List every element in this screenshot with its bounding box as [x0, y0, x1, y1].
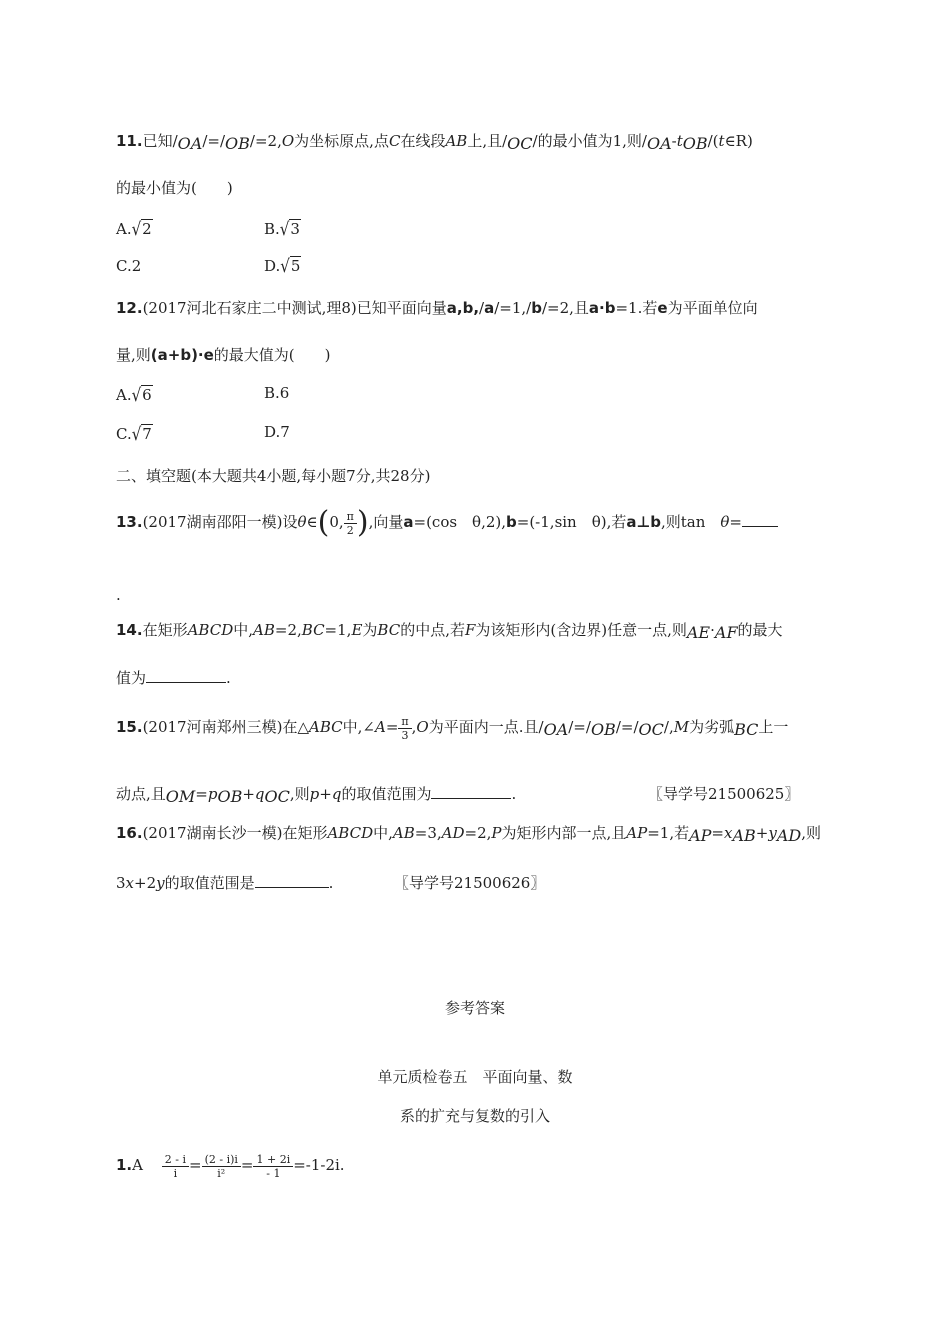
variable: AB	[445, 132, 468, 150]
text: 为该矩形内(含边界)任意一点,则	[475, 621, 687, 639]
question-number: 14.	[116, 621, 143, 639]
text: 值为	[116, 669, 147, 687]
text: 的取值范围是	[164, 874, 255, 892]
variable: AB	[253, 621, 275, 639]
question-12-line-1	[116, 298, 758, 318]
text: 在矩形	[142, 621, 188, 639]
option-a	[116, 219, 153, 239]
option-label: C.	[116, 425, 132, 443]
text: ,向量	[368, 513, 404, 531]
vector-oc: OC	[638, 720, 664, 739]
option-d	[264, 256, 301, 276]
answers-title: 参考答案	[444, 999, 505, 1017]
text: +2	[134, 874, 157, 892]
fraction	[253, 1153, 293, 1180]
question-11-line-1: 11.已知/OA/=/OB/=2,O为坐标原点,点C在线段AB上,且/OC/的最小值为1,则/OA-tOB/(t∈R)	[116, 132, 753, 153]
text: 中,∠	[342, 718, 375, 736]
text: /=2,且	[541, 299, 589, 317]
vector-ob: OB	[217, 787, 243, 806]
variable: BC	[301, 621, 325, 639]
variable: A	[374, 718, 386, 736]
text: 3	[116, 874, 126, 892]
option-d: D.7	[264, 423, 290, 441]
option-label: A.	[116, 220, 132, 238]
text: =-1-2i.	[293, 1156, 345, 1174]
vector-symbol: b	[506, 513, 517, 531]
variable: θ	[720, 513, 730, 531]
text: ∈R)	[724, 132, 753, 150]
sqrt-expression: √6	[131, 384, 152, 406]
text: 中,	[233, 621, 254, 639]
radicand: 3	[290, 220, 300, 238]
radicand: 7	[142, 425, 152, 443]
text: (	[712, 132, 719, 150]
text: ,则	[801, 824, 822, 842]
text: =2,	[254, 132, 282, 150]
variable: t	[718, 132, 725, 150]
option-c	[116, 424, 153, 444]
text: 上,且	[467, 132, 503, 150]
text: 的最大值为( )	[213, 346, 331, 364]
vector-oa: OA	[177, 134, 203, 153]
expression: p+q	[309, 785, 342, 803]
denominator: - 1	[266, 1166, 281, 1180]
vector-symbol: e	[657, 299, 668, 317]
answer-blank	[742, 512, 778, 527]
variable: x	[724, 824, 733, 842]
section-heading: 二、填空题(本大题共4小题,每小题7分,共28分)	[116, 467, 431, 485]
dot-product: a·b	[588, 299, 616, 317]
expression: a⊥b	[626, 513, 661, 531]
answer-choice: A	[132, 1156, 143, 1174]
question-14-line-2	[116, 668, 231, 688]
text: /=1,	[494, 299, 527, 317]
denominator: i	[173, 1166, 178, 1180]
text: (2017河南郑州三模)在△	[142, 718, 309, 736]
text: =	[729, 513, 742, 531]
variable: q	[254, 785, 265, 803]
fraction	[202, 1153, 241, 1180]
text: =	[195, 785, 208, 803]
text: =	[189, 1156, 202, 1174]
question-number: 16.	[116, 824, 143, 842]
numerator: 2 - i	[162, 1153, 189, 1167]
text: .	[328, 874, 334, 892]
vector-oa: OA	[646, 134, 672, 153]
vector-ap: AP	[689, 826, 712, 845]
variable: x	[125, 874, 135, 892]
text: =	[240, 1156, 254, 1174]
text: =3,	[414, 824, 442, 842]
option-b: B.6	[264, 384, 290, 402]
variable: P	[491, 824, 502, 842]
question-number: 11.	[116, 132, 143, 150]
text: 为平面单位向	[667, 299, 758, 317]
text: =2,	[464, 824, 492, 842]
vector-symbol: a	[403, 513, 414, 531]
text: 为平面内一点.且	[428, 718, 539, 736]
vector-om: OM	[165, 787, 196, 806]
variable: AP	[626, 824, 648, 842]
answer-blank	[255, 873, 329, 888]
text: 的最大	[737, 621, 783, 639]
line-end-dot: .	[116, 586, 121, 604]
answer-number: 1.	[116, 1156, 133, 1174]
arc-bc: BC	[734, 720, 759, 739]
variable: y	[768, 824, 777, 842]
text: 的中点,若	[400, 621, 465, 639]
text: -	[671, 132, 677, 150]
question-14-line-1	[116, 620, 783, 640]
text: 的取值范围为	[341, 785, 432, 803]
numerator: 1 + 2i	[253, 1153, 293, 1167]
numerator: π	[344, 510, 357, 524]
text: (2017河北石家庄二中测试,理8)已知平面向量	[142, 299, 447, 317]
question-13-line-1: 13.(2017湖南邵阳一模)设θ∈(0, $\frac{\pi}{2}$ ),向量a=(cos θ,2),b=(-1,sin θ),若a⊥b,则tan θ=	[116, 507, 778, 538]
option-label: A.	[116, 386, 132, 404]
text: ∈	[306, 513, 318, 531]
vector-oc: OC	[507, 134, 533, 153]
option-label: B.	[264, 220, 280, 238]
option-label: D.	[264, 257, 281, 275]
option-c: C.2	[116, 257, 142, 275]
question-15-line-1: 15.(2017河南郑州三模)在△ABC中,∠A= $\frac{\pi}{3}$ ,O为平面内一点.且/OA/=/OB/=/OC/,M为劣弧BC上一	[116, 714, 789, 742]
option-a	[116, 385, 153, 405]
vector-ae: AE	[686, 623, 711, 642]
vector-ab: AB	[732, 826, 756, 845]
question-16-line-2	[116, 873, 333, 893]
vector-oa: OA	[543, 720, 569, 739]
question-11-line-2: 的最小值为( )	[116, 179, 233, 197]
answer-blank	[431, 784, 511, 799]
variable: O	[281, 132, 295, 150]
variable: ABCD	[187, 621, 234, 639]
answer-1	[116, 1148, 345, 1182]
vector-ob: OB	[682, 134, 708, 153]
unit-title-line-2: 系的扩充与复数的引入	[399, 1107, 550, 1125]
denominator: 2	[346, 523, 354, 537]
guide-number: 〖导学号21500626〗	[394, 874, 546, 892]
text: /	[526, 299, 532, 317]
unit-title-line-1: 单元质检卷五 平面向量、数	[377, 1068, 573, 1086]
variable: ABCD	[327, 824, 374, 842]
variable: AB	[392, 824, 415, 842]
fraction	[162, 1153, 189, 1180]
vector-symbols: a,b,	[446, 299, 480, 317]
answer-blank	[146, 668, 226, 683]
option-b	[264, 219, 301, 239]
text: +	[755, 824, 769, 842]
sqrt-expression: √7	[131, 423, 152, 445]
question-12-line-2	[116, 345, 331, 365]
text: =	[207, 132, 220, 150]
vector-symbol: a	[484, 299, 495, 317]
text: 为坐标原点,点	[294, 132, 389, 150]
variable: E	[351, 621, 363, 639]
text: ,则tan	[660, 513, 721, 531]
radicand: 5	[290, 257, 301, 275]
variable: p	[207, 785, 218, 803]
variable: t	[676, 132, 683, 150]
variable: ABC	[309, 718, 343, 736]
text: 0,	[329, 513, 344, 531]
text: 量,则	[116, 346, 151, 364]
text: =1,	[324, 621, 352, 639]
text: =	[620, 718, 634, 736]
radicand: 6	[142, 386, 152, 404]
denominator: i²	[217, 1166, 226, 1180]
text: =	[573, 718, 586, 736]
text: 为	[362, 621, 378, 639]
text: ·	[710, 621, 715, 639]
vector-symbol: b	[531, 299, 542, 317]
text: +	[242, 785, 255, 803]
variable: M	[673, 718, 690, 736]
text: 为劣弧	[689, 718, 735, 736]
text: 在线段	[400, 132, 446, 150]
question-16-line-1	[116, 823, 821, 843]
variable: F	[464, 621, 476, 639]
question-number: 12.	[116, 299, 143, 317]
radicand: 2	[142, 220, 152, 238]
text: (2017湖南长沙一模)在矩形	[142, 824, 328, 842]
vector-af: AF	[714, 623, 738, 642]
text: (2017湖南邵阳一模)设	[142, 513, 298, 531]
text: 中,	[373, 824, 393, 842]
text: .	[226, 669, 231, 687]
variable: C	[388, 132, 401, 150]
text: =1.若	[615, 299, 658, 317]
text: 的最小值为1,则	[537, 132, 642, 150]
variable: BC	[377, 621, 401, 639]
vector-ob: OB	[590, 720, 616, 739]
question-number: 15.	[116, 718, 143, 736]
numerator: π	[398, 715, 411, 729]
text: =(cos θ,2),	[413, 513, 507, 531]
text: 上一	[758, 718, 789, 736]
text: .	[511, 785, 517, 803]
sqrt-expression: √3	[279, 218, 300, 240]
variable: O	[416, 718, 429, 736]
text: 为矩形内部一点,且	[501, 824, 627, 842]
sqrt-expression: √5	[280, 255, 301, 277]
text: =	[711, 824, 724, 842]
text: ,	[668, 718, 674, 736]
guide-number: 〖导学号21500625〗	[648, 785, 800, 803]
text: =	[385, 718, 399, 736]
question-number: 13.	[116, 513, 143, 531]
expression: (a+b)·e	[150, 346, 214, 364]
text: ,则	[289, 785, 310, 803]
denominator: 3	[401, 728, 409, 742]
text: =2,	[274, 621, 302, 639]
text: ,	[411, 718, 417, 736]
text: 动点,且	[116, 785, 166, 803]
fraction	[398, 715, 411, 742]
variable: y	[156, 874, 165, 892]
fraction	[344, 510, 357, 537]
variable: θ	[297, 513, 307, 531]
variable: AD	[441, 824, 465, 842]
text: =1,若	[647, 824, 690, 842]
sqrt-expression: √2	[131, 218, 152, 240]
vector-oc: OC	[264, 787, 290, 806]
text: /	[479, 299, 485, 317]
text: 已知	[142, 132, 173, 150]
vector-ad: AD	[776, 826, 802, 845]
text: =(-1,sin θ),若	[516, 513, 627, 531]
vector-ob: OB	[225, 134, 250, 153]
numerator: (2 - i)i	[202, 1153, 241, 1167]
